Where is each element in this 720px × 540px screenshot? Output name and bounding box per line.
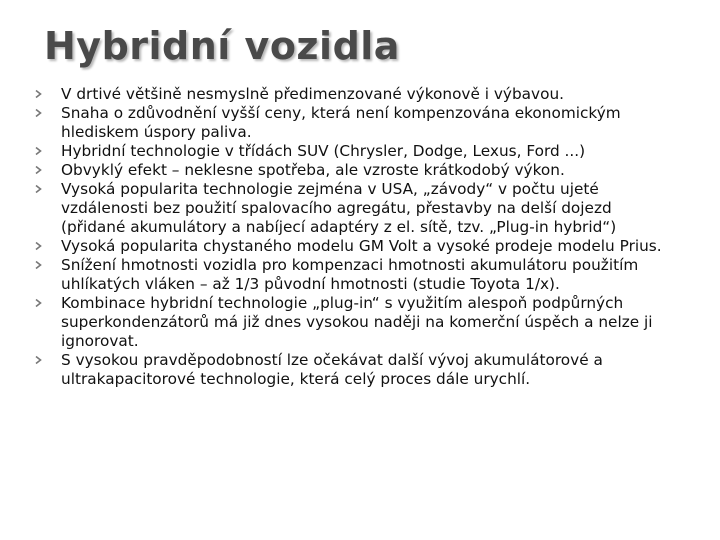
arrow-bullet-icon [34, 184, 44, 194]
bullet-item [34, 256, 674, 294]
bullet-list [34, 85, 674, 389]
bullet-text: Obvyklý efekt – neklesne spotřeba, ale vzroste krátkodobý výkon. [61, 161, 565, 179]
bullet-text: Vysoká popularita technologie zejména v USA, „závody“ v počtu ujeté vzdálenosti bez použití spalovacího agregátu, přestavby na delší dojezd (přidané akumulátory a nabíjecí adaptéry z el. sítě, tzv. „Plug-in hybrid“) [61, 180, 617, 236]
arrow-bullet-icon [34, 165, 44, 175]
bullet-item [34, 351, 674, 389]
arrow-bullet-icon [34, 260, 44, 270]
slide-title: Hybridní vozidla [44, 24, 400, 68]
arrow-bullet-icon [34, 298, 44, 308]
bullet-item [34, 104, 674, 142]
bullet-text: Vysoká popularita chystaného modelu GM Volt a vysoké prodeje modelu Prius. [61, 237, 662, 255]
bullet-item [34, 180, 674, 237]
bullet-item [34, 237, 674, 256]
bullet-text: Snaha o zdůvodnění vyšší ceny, která není kompenzována ekonomickým hlediskem úspory paliva. [61, 104, 621, 141]
arrow-bullet-icon [34, 146, 44, 156]
arrow-bullet-icon [34, 241, 44, 251]
arrow-bullet-icon [34, 355, 44, 365]
bullet-text: Snížení hmotnosti vozidla pro kompenzaci hmotnosti akumulátoru použitím uhlíkatých vláken – až 1/3 původní hmotnosti (studie Toyota 1/x). [61, 256, 639, 293]
bullet-text: S vysokou pravděpodobností lze očekávat další vývoj akumulátorové a ultrakapacitorové technologie, která celý proces dále urychlí. [61, 351, 603, 388]
arrow-bullet-icon [34, 108, 44, 118]
bullet-text: Kombinace hybridní technologie „plug-in“ s využitím alespoň podpůrných superkondenzátorů má již dnes vysokou naději na komerční úspěch a nelze ji ignorovat. [61, 294, 653, 350]
bullet-item [34, 294, 674, 351]
bullet-text: Hybridní technologie v třídách SUV (Chrysler, Dodge, Lexus, Ford ...) [61, 142, 586, 160]
bullet-item [34, 161, 674, 180]
arrow-bullet-icon [34, 89, 44, 99]
bullet-item [34, 142, 674, 161]
bullet-item [34, 85, 674, 104]
bullet-text: V drtivé většině nesmyslně předimenzované výkonově i výbavou. [61, 85, 565, 103]
